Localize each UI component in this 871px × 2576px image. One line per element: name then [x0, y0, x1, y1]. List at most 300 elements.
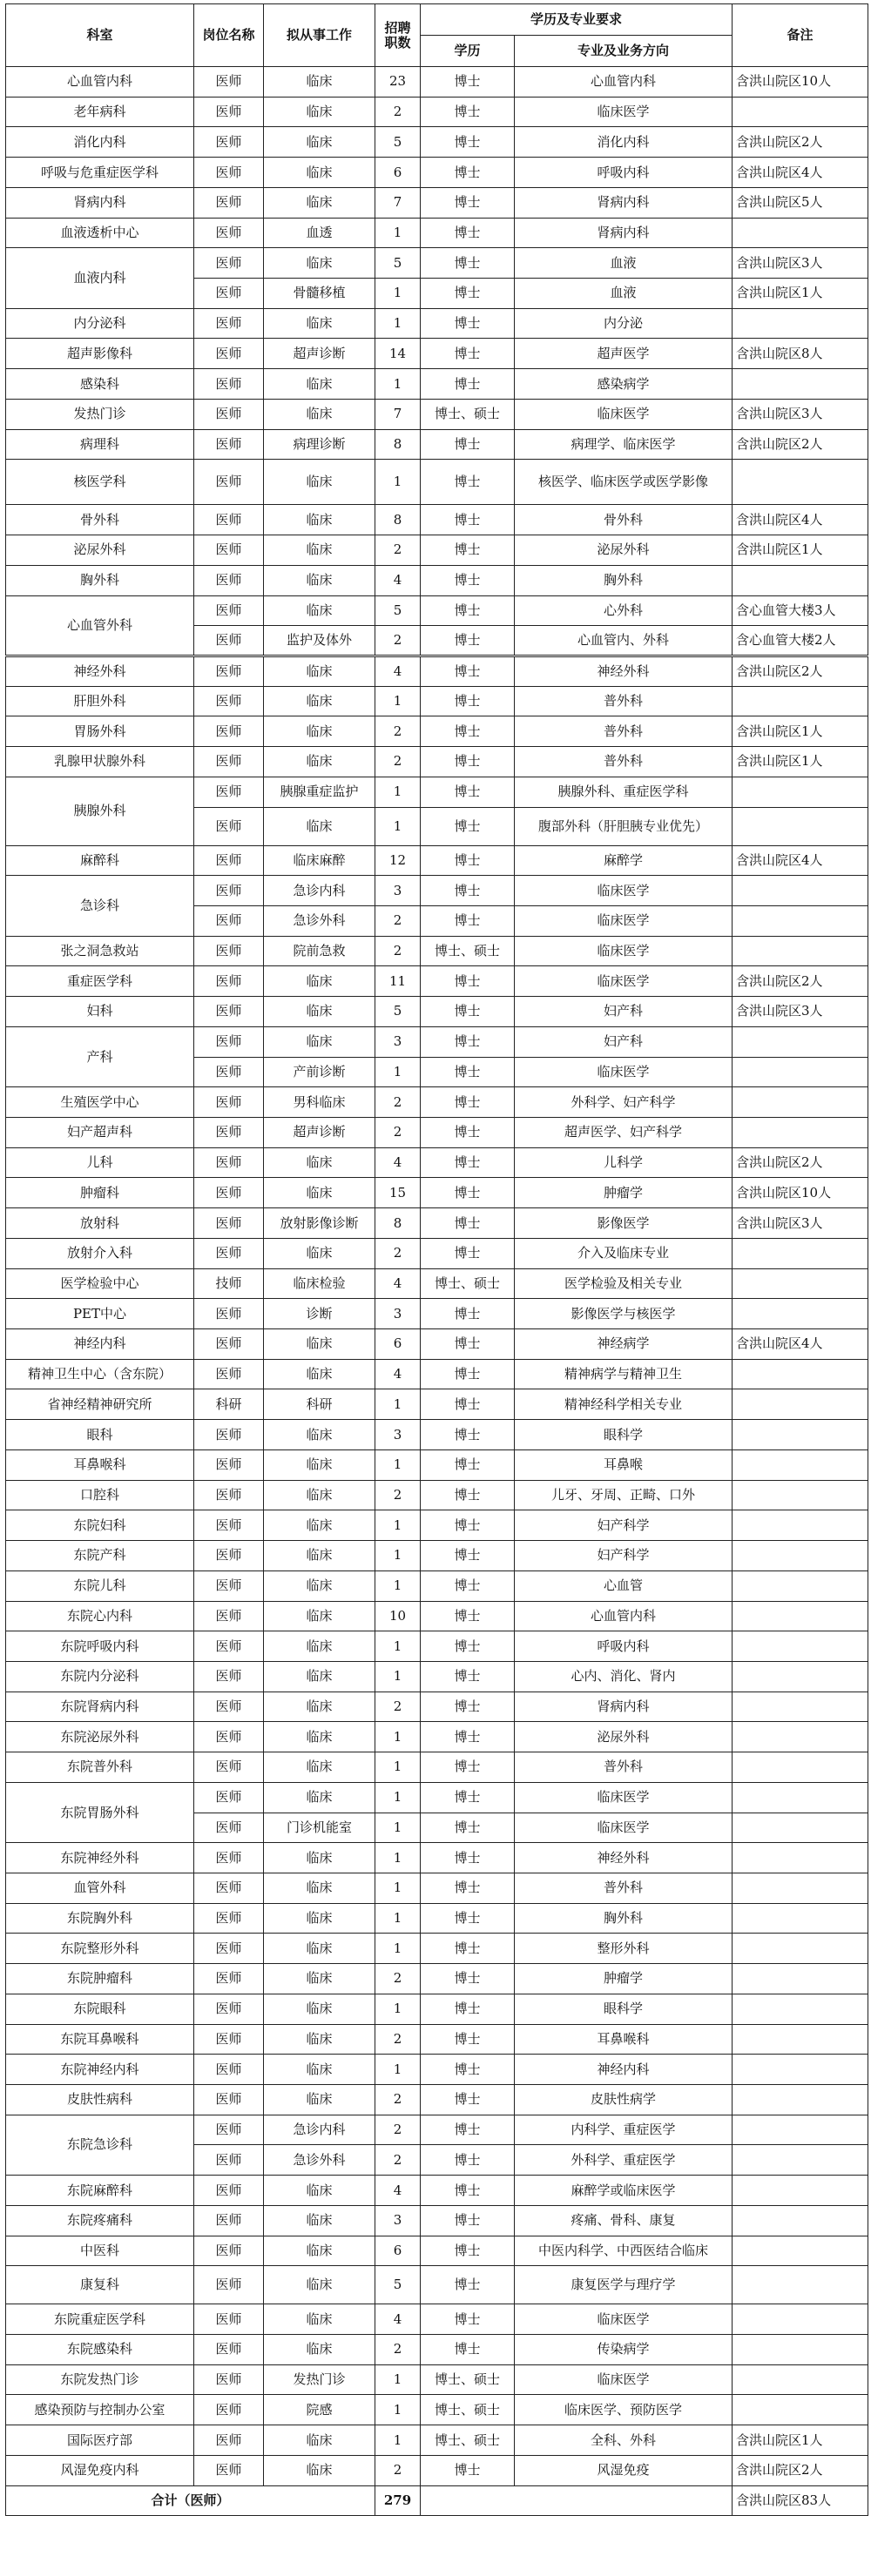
note-cell: 含洪山院区3人 [733, 1208, 868, 1239]
position-cell: 医师 [194, 777, 264, 807]
position-cell: 医师 [194, 997, 264, 1027]
position-cell: 医师 [194, 1359, 264, 1389]
note-cell [733, 807, 868, 845]
position-cell: 医师 [194, 1813, 264, 1843]
work-cell: 临床检验 [264, 1268, 375, 1299]
work-cell: 诊断 [264, 1299, 375, 1329]
education-cell: 博士 [421, 97, 515, 127]
note-cell: 含洪山院区1人 [733, 279, 868, 309]
major-cell: 内分泌 [515, 308, 733, 339]
position-cell: 医师 [194, 187, 264, 218]
position-cell: 医师 [194, 1570, 264, 1601]
work-cell: 临床 [264, 2024, 375, 2055]
work-cell: 骨髓移植 [264, 279, 375, 309]
work-cell: 临床 [264, 2205, 375, 2236]
note-cell: 含洪山院区4人 [733, 158, 868, 188]
work-cell: 急诊内科 [264, 2115, 375, 2145]
major-cell: 肾病内科 [515, 187, 733, 218]
dept-cell: 呼吸与危重症医学科 [6, 158, 194, 188]
major-cell: 临床医学、预防医学 [515, 2395, 733, 2425]
education-cell: 博士 [421, 1692, 515, 1722]
table-row [6, 966, 868, 997]
dept-cell: 放射科 [6, 1208, 194, 1239]
note-cell [733, 2304, 868, 2335]
major-cell: 临床医学 [515, 1057, 733, 1087]
education-cell: 博士 [421, 595, 515, 626]
position-cell: 医师 [194, 279, 264, 309]
table-row [6, 747, 868, 777]
table-row [6, 308, 868, 339]
count-cell: 2 [375, 2085, 421, 2115]
note-cell: 含洪山院区1人 [733, 2425, 868, 2456]
count-cell: 4 [375, 1147, 421, 1178]
count-cell: 5 [375, 997, 421, 1027]
table-row [6, 2176, 868, 2206]
count-cell: 2 [375, 535, 421, 566]
education-cell: 博士 [421, 1480, 515, 1510]
education-cell: 博士 [421, 248, 515, 279]
work-cell: 临床 [264, 67, 375, 98]
table-row [6, 777, 868, 807]
work-cell: 临床 [264, 2176, 375, 2206]
work-cell: 临床 [264, 535, 375, 566]
work-cell: 临床 [264, 505, 375, 535]
dept-cell: 耳鼻喉科 [6, 1449, 194, 1480]
table-row [6, 1147, 868, 1178]
count-cell: 1 [375, 1843, 421, 1873]
table-row [6, 1480, 868, 1510]
table-row [6, 399, 868, 429]
major-cell: 超声医学、妇产科学 [515, 1118, 733, 1148]
work-cell: 临床 [264, 1359, 375, 1389]
dept-cell: 东院肾病内科 [6, 1692, 194, 1722]
education-cell: 博士 [421, 308, 515, 339]
count-cell: 3 [375, 1026, 421, 1057]
table-row [6, 1661, 868, 1692]
major-cell: 内科学、重症医学 [515, 2115, 733, 2145]
major-cell: 临床医学 [515, 876, 733, 906]
note-cell [733, 1510, 868, 1541]
count-cell: 2 [375, 716, 421, 747]
major-cell: 疼痛、骨科、康复 [515, 2205, 733, 2236]
major-cell: 临床医学 [515, 966, 733, 997]
position-cell: 医师 [194, 905, 264, 936]
table-row [6, 2236, 868, 2266]
position-cell: 医师 [194, 460, 264, 505]
table-row [6, 187, 868, 218]
major-cell: 全科、外科 [515, 2425, 733, 2456]
table-row [6, 67, 868, 98]
count-cell: 1 [375, 1449, 421, 1480]
note-cell [733, 2085, 868, 2115]
note-cell [733, 1843, 868, 1873]
education-cell: 博士 [421, 1782, 515, 1813]
education-cell: 博士 [421, 1026, 515, 1057]
table-row [6, 1631, 868, 1662]
work-cell: 临床 [264, 460, 375, 505]
education-cell: 博士 [421, 1843, 515, 1873]
note-cell [733, 1782, 868, 1813]
education-cell: 博士 [421, 2055, 515, 2085]
dept-cell: 皮肤性病科 [6, 2085, 194, 2115]
count-cell: 4 [375, 565, 421, 595]
work-cell: 超声诊断 [264, 339, 375, 369]
work-cell: 临床 [264, 686, 375, 716]
note-cell [733, 936, 868, 966]
table-row [6, 1449, 868, 1480]
work-cell: 科研 [264, 1389, 375, 1420]
table-row [6, 2055, 868, 2085]
work-cell: 临床 [264, 1692, 375, 1722]
work-cell: 急诊内科 [264, 876, 375, 906]
position-cell: 医师 [194, 1964, 264, 1994]
major-cell: 麻醉学 [515, 845, 733, 876]
note-cell [733, 1752, 868, 1783]
count-cell: 10 [375, 1601, 421, 1631]
header-position: 岗位名称 [194, 4, 264, 67]
major-cell: 核医学、临床医学或医学影像 [515, 460, 733, 505]
work-cell: 临床 [264, 2304, 375, 2335]
count-cell: 1 [375, 2364, 421, 2395]
education-cell: 博士 [421, 1389, 515, 1420]
note-cell [733, 2115, 868, 2145]
major-cell: 影像医学与核医学 [515, 1299, 733, 1329]
count-cell: 7 [375, 187, 421, 218]
table-row [6, 845, 868, 876]
count-cell: 1 [375, 777, 421, 807]
education-cell: 博士 [421, 905, 515, 936]
position-cell: 技师 [194, 1268, 264, 1299]
count-cell: 2 [375, 2145, 421, 2176]
note-cell [733, 1903, 868, 1934]
count-cell: 1 [375, 1661, 421, 1692]
dept-cell: 东院普外科 [6, 1752, 194, 1783]
dept-cell: 血管外科 [6, 1873, 194, 1903]
work-cell: 临床 [264, 1752, 375, 1783]
education-cell: 博士 [421, 1570, 515, 1601]
major-cell: 外科学、重症医学 [515, 2145, 733, 2176]
dept-cell: 急诊科 [6, 876, 194, 936]
note-cell [733, 1722, 868, 1752]
major-cell: 血液 [515, 248, 733, 279]
major-cell: 超声医学 [515, 339, 733, 369]
education-cell: 博士 [421, 1147, 515, 1178]
major-cell: 神经外科 [515, 1843, 733, 1873]
count-cell: 1 [375, 1057, 421, 1087]
count-cell: 2 [375, 2335, 421, 2365]
major-cell: 普外科 [515, 1752, 733, 1783]
dept-cell: 产科 [6, 1026, 194, 1086]
table-row [6, 2085, 868, 2115]
dept-cell: 泌尿外科 [6, 535, 194, 566]
header-row-1 [6, 4, 868, 36]
position-cell: 医师 [194, 127, 264, 158]
work-cell: 临床 [264, 1782, 375, 1813]
position-cell: 医师 [194, 936, 264, 966]
table-row [6, 1903, 868, 1934]
table-row [6, 218, 868, 248]
note-cell: 含洪山院区3人 [733, 399, 868, 429]
education-cell: 博士 [421, 716, 515, 747]
education-cell: 博士 [421, 2335, 515, 2365]
work-cell: 临床 [264, 595, 375, 626]
total-label: 合计（医师） [6, 2485, 375, 2515]
count-cell: 6 [375, 1329, 421, 1360]
count-cell: 2 [375, 1118, 421, 1148]
note-cell: 含洪山院区2人 [733, 966, 868, 997]
note-cell [733, 1964, 868, 1994]
position-cell: 医师 [194, 1541, 264, 1571]
note-cell [733, 1541, 868, 1571]
position-cell: 医师 [194, 97, 264, 127]
table-row [6, 1752, 868, 1783]
major-cell: 临床医学 [515, 399, 733, 429]
major-cell: 临床医学 [515, 2364, 733, 2395]
work-cell: 临床 [264, 1238, 375, 1268]
table-row [6, 1087, 868, 1118]
position-cell: 医师 [194, 339, 264, 369]
work-cell: 临床 [264, 1934, 375, 1964]
note-cell [733, 1631, 868, 1662]
major-cell: 妇产科学 [515, 1541, 733, 1571]
major-cell: 心血管内、外科 [515, 626, 733, 656]
major-cell: 中医内科学、中西医结合临床 [515, 2236, 733, 2266]
count-cell: 6 [375, 158, 421, 188]
work-cell: 男科临床 [264, 1087, 375, 1118]
count-cell: 1 [375, 2055, 421, 2085]
dept-cell: 东院疼痛科 [6, 2205, 194, 2236]
dept-cell: 核医学科 [6, 460, 194, 505]
note-cell [733, 369, 868, 400]
education-cell: 博士 [421, 1449, 515, 1480]
note-cell: 含洪山院区2人 [733, 1147, 868, 1178]
education-cell: 博士、硕士 [421, 399, 515, 429]
table-row [6, 1994, 868, 2024]
dept-cell: 骨外科 [6, 505, 194, 535]
dept-cell: 血液内科 [6, 248, 194, 308]
education-cell: 博士 [421, 1510, 515, 1541]
note-cell: 含洪山院区5人 [733, 187, 868, 218]
dept-cell: 妇产超声科 [6, 1118, 194, 1148]
note-cell: 含洪山院区4人 [733, 845, 868, 876]
education-cell: 博士 [421, 279, 515, 309]
work-cell: 临床 [264, 248, 375, 279]
table-row [6, 1026, 868, 1057]
work-cell: 病理诊断 [264, 429, 375, 460]
note-cell [733, 2176, 868, 2206]
total-value: 279 [375, 2485, 421, 2515]
dept-cell: 省神经精神研究所 [6, 1389, 194, 1420]
position-cell: 医师 [194, 1329, 264, 1360]
education-cell: 博士 [421, 158, 515, 188]
note-cell [733, 1994, 868, 2024]
note-cell [733, 1238, 868, 1268]
table-row [6, 1601, 868, 1631]
work-cell: 发热门诊 [264, 2364, 375, 2395]
major-cell: 胸外科 [515, 565, 733, 595]
major-cell: 神经外科 [515, 656, 733, 686]
major-cell: 心内、消化、肾内 [515, 1661, 733, 1692]
education-cell: 博士 [421, 1873, 515, 1903]
major-cell: 整形外科 [515, 1934, 733, 1964]
work-cell: 临床 [264, 308, 375, 339]
major-cell: 心血管内科 [515, 67, 733, 98]
position-cell: 医师 [194, 2145, 264, 2176]
work-cell: 临床 [264, 1843, 375, 1873]
count-cell: 2 [375, 2024, 421, 2055]
count-cell: 1 [375, 1722, 421, 1752]
position-cell: 医师 [194, 845, 264, 876]
position-cell: 医师 [194, 505, 264, 535]
work-cell: 临床 [264, 716, 375, 747]
major-cell: 呼吸内科 [515, 1631, 733, 1662]
count-cell: 3 [375, 2205, 421, 2236]
table-row [6, 1389, 868, 1420]
major-cell: 感染病学 [515, 369, 733, 400]
table-row [6, 2335, 868, 2365]
work-cell: 临床麻醉 [264, 845, 375, 876]
work-cell: 临床 [264, 2425, 375, 2456]
education-cell: 博士 [421, 1722, 515, 1752]
work-cell: 放射影像诊断 [264, 1208, 375, 1239]
education-cell: 博士 [421, 1118, 515, 1148]
position-cell: 医师 [194, 369, 264, 400]
major-cell: 胸外科 [515, 1903, 733, 1934]
table-row [6, 686, 868, 716]
major-cell: 传染病学 [515, 2335, 733, 2365]
count-cell: 1 [375, 2425, 421, 2456]
count-cell: 1 [375, 279, 421, 309]
note-cell [733, 1661, 868, 1692]
education-cell: 博士 [421, 2145, 515, 2176]
position-cell: 医师 [194, 1510, 264, 1541]
note-cell: 含洪山院区3人 [733, 997, 868, 1027]
position-cell: 医师 [194, 807, 264, 845]
dept-cell: 东院产科 [6, 1541, 194, 1571]
table-row [6, 1268, 868, 1299]
position-cell: 科研 [194, 1389, 264, 1420]
count-cell: 1 [375, 1631, 421, 1662]
education-cell: 博士 [421, 1964, 515, 1994]
position-cell: 医师 [194, 2236, 264, 2266]
count-cell: 4 [375, 656, 421, 686]
education-cell: 博士 [421, 1057, 515, 1087]
education-cell: 博士 [421, 2455, 515, 2485]
major-cell: 外科学、妇产科学 [515, 1087, 733, 1118]
table-row [6, 1208, 868, 1239]
position-cell: 医师 [194, 429, 264, 460]
position-cell: 医师 [194, 2024, 264, 2055]
education-cell: 博士 [421, 2266, 515, 2304]
header-education: 学历 [421, 36, 515, 67]
dept-cell: 麻醉科 [6, 845, 194, 876]
note-cell [733, 1570, 868, 1601]
position-cell: 医师 [194, 2176, 264, 2206]
count-cell: 1 [375, 1541, 421, 1571]
major-cell: 临床医学 [515, 905, 733, 936]
dept-cell: 老年病科 [6, 97, 194, 127]
count-cell: 4 [375, 2304, 421, 2335]
work-cell: 临床 [264, 399, 375, 429]
count-cell: 3 [375, 876, 421, 906]
major-cell: 临床医学 [515, 97, 733, 127]
position-cell: 医师 [194, 2304, 264, 2335]
work-cell: 临床 [264, 1420, 375, 1450]
note-cell [733, 777, 868, 807]
major-cell: 临床医学 [515, 936, 733, 966]
work-cell: 临床 [264, 127, 375, 158]
major-cell: 肿瘤学 [515, 1964, 733, 1994]
education-cell: 博士、硕士 [421, 1268, 515, 1299]
major-cell: 骨外科 [515, 505, 733, 535]
position-cell: 医师 [194, 966, 264, 997]
work-cell: 临床 [264, 1449, 375, 1480]
header-dept: 科室 [6, 4, 194, 67]
note-cell [733, 1420, 868, 1450]
total-blank [421, 2485, 733, 2515]
work-cell: 临床 [264, 187, 375, 218]
work-cell: 临床 [264, 1903, 375, 1934]
dept-cell: 东院发热门诊 [6, 2364, 194, 2395]
work-cell: 临床 [264, 565, 375, 595]
count-cell: 23 [375, 67, 421, 98]
table-row [6, 158, 868, 188]
dept-cell: 东院整形外科 [6, 1934, 194, 1964]
position-cell: 医师 [194, 1449, 264, 1480]
dept-cell: 风湿免疫内科 [6, 2455, 194, 2485]
note-cell [733, 1873, 868, 1903]
dept-cell: 中医科 [6, 2236, 194, 2266]
position-cell: 医师 [194, 656, 264, 686]
education-cell: 博士 [421, 67, 515, 98]
major-cell: 医学检验及相关专业 [515, 1268, 733, 1299]
count-cell: 4 [375, 2176, 421, 2206]
count-cell: 1 [375, 1873, 421, 1903]
dept-cell: 心血管外科 [6, 595, 194, 656]
position-cell: 医师 [194, 1722, 264, 1752]
major-cell: 血液 [515, 279, 733, 309]
dept-cell: 康复科 [6, 2266, 194, 2304]
dept-cell: 东院耳鼻喉科 [6, 2024, 194, 2055]
count-cell: 6 [375, 2236, 421, 2266]
education-cell: 博士 [421, 1631, 515, 1662]
education-cell: 博士 [421, 2236, 515, 2266]
work-cell: 院前急救 [264, 936, 375, 966]
position-cell: 医师 [194, 1480, 264, 1510]
major-cell: 耳鼻喉 [515, 1449, 733, 1480]
count-cell: 2 [375, 1087, 421, 1118]
note-cell: 含洪山院区4人 [733, 1329, 868, 1360]
major-cell: 普外科 [515, 716, 733, 747]
note-cell [733, 1692, 868, 1722]
education-cell: 博士、硕士 [421, 2425, 515, 2456]
note-cell [733, 460, 868, 505]
count-cell: 2 [375, 1964, 421, 1994]
major-cell: 临床医学 [515, 2304, 733, 2335]
education-cell: 博士 [421, 1934, 515, 1964]
position-cell: 医师 [194, 158, 264, 188]
position-cell: 医师 [194, 2085, 264, 2115]
note-cell: 含洪山院区4人 [733, 505, 868, 535]
education-cell: 博士 [421, 429, 515, 460]
count-cell: 1 [375, 2395, 421, 2425]
major-cell: 腹部外科（肝胆胰专业优先） [515, 807, 733, 845]
note-cell [733, 2205, 868, 2236]
dept-cell: 东院呼吸内科 [6, 1631, 194, 1662]
education-cell: 博士 [421, 845, 515, 876]
work-cell: 临床 [264, 1541, 375, 1571]
dept-cell: 国际医疗部 [6, 2425, 194, 2456]
